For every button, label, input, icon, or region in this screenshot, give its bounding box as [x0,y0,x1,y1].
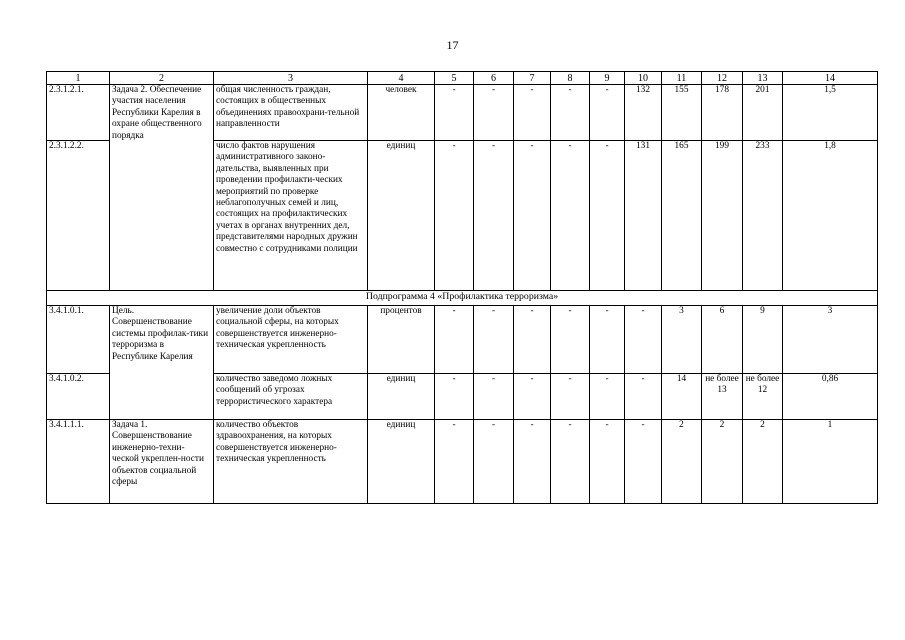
row-value: - [435,141,474,291]
row-value: 2 [702,420,743,504]
row-unit: единиц [368,374,435,420]
row-value: 1 [783,420,878,504]
row-value: 155 [662,85,702,141]
row-goal: Цель. Совершенствование системы профилак-тики терроризма в Республике Карелия [110,306,214,420]
table-row [47,306,878,374]
row-value: - [590,141,625,291]
row-value: 132 [625,85,662,141]
row-value: не более 12 [743,374,783,420]
row-value: - [551,374,590,420]
header-cell: 13 [743,72,783,85]
row-value: - [625,374,662,420]
row-value: - [590,374,625,420]
row-goal: Задача 2. Обеспечение участия населения Республики Карелия в охране общественного порядка [110,85,214,291]
header-cell: 4 [368,72,435,85]
header-cell: 12 [702,72,743,85]
row-value: 131 [625,141,662,291]
indicators-table [46,71,878,504]
row-value: - [551,85,590,141]
row-value: 3 [783,306,878,374]
row-value: - [590,420,625,504]
header-cell: 3 [214,72,368,85]
row-value: - [514,306,551,374]
page-number: 17 [446,38,459,52]
row-value: - [435,420,474,504]
row-value: - [474,85,514,141]
header-cell: 11 [662,72,702,85]
row-value: 165 [662,141,702,291]
row-value: 6 [702,306,743,374]
row-value: 178 [702,85,743,141]
row-value: - [474,306,514,374]
row-code: 3.4.1.0.2. [47,374,110,420]
row-value: - [590,306,625,374]
table-row [47,420,878,504]
row-unit: человек [368,85,435,141]
row-value: - [435,374,474,420]
header-row [47,72,878,85]
row-value: - [474,420,514,504]
row-value: - [474,374,514,420]
row-value: - [551,306,590,374]
row-value: - [514,85,551,141]
row-code: 3.4.1.0.1. [47,306,110,374]
header-cell: 6 [474,72,514,85]
row-value: 1,8 [783,141,878,291]
row-value: 1,5 [783,85,878,141]
header-cell: 10 [625,72,662,85]
subprogram-title: Подпрограмма 4 «Профилактика терроризма» [47,291,878,306]
row-value: - [551,420,590,504]
row-value: 9 [743,306,783,374]
row-value: 199 [702,141,743,291]
row-indicator: количество заведомо ложных сообщений об угрозах террористического характера [214,374,368,420]
row-value: 3 [662,306,702,374]
row-value: 201 [743,85,783,141]
row-value: - [625,306,662,374]
row-value: - [435,306,474,374]
row-value: - [514,374,551,420]
row-unit: процентов [368,306,435,374]
row-code: 2.3.1.2.1. [47,85,110,141]
row-unit: единиц [368,141,435,291]
row-indicator: увеличение доли объектов социальной сферы, на которых совершенствуется инженерно-техническая укрепленность [214,306,368,374]
row-value: - [590,85,625,141]
header-cell: 9 [590,72,625,85]
row-goal: Задача 1. Совершенствование инженерно-техни-ческой укреплен-ности объектов социальной сферы [110,420,214,504]
header-cell: 7 [514,72,551,85]
header-cell: 5 [435,72,474,85]
row-value: не более 13 [702,374,743,420]
row-value: - [551,141,590,291]
row-value: 2 [743,420,783,504]
row-value: - [514,420,551,504]
row-indicator: количество объектов здравоохранения, на которых совершенствуется инженерно-техническая укрепленность [214,420,368,504]
row-indicator: общая численность граждан, состоящих в общественных объединениях правоохрани-тельной направленности [214,85,368,141]
header-cell: 14 [783,72,878,85]
row-value: 2 [662,420,702,504]
row-value: - [625,420,662,504]
row-code: 2.3.1.2.2. [47,141,110,291]
header-cell: 1 [47,72,110,85]
header-cell: 8 [551,72,590,85]
row-value: - [514,141,551,291]
header-cell: 2 [110,72,214,85]
table-row [47,85,878,141]
row-value: 233 [743,141,783,291]
row-value: - [435,85,474,141]
row-value: 14 [662,374,702,420]
row-unit: единиц [368,420,435,504]
row-code: 3.4.1.1.1. [47,420,110,504]
row-indicator: число фактов нарушения административного законо-дательства, выявленных при проведении профилакти-ческих мероприятий по проверке неблагополучных семей и лиц, состоящих на профилактических учетах в органах внутренних дел, представителями народных дружин совместно с сотрудниками полиции [214,141,368,291]
subprogram-row [47,291,878,306]
row-value: 0,86 [783,374,878,420]
row-value: - [474,141,514,291]
